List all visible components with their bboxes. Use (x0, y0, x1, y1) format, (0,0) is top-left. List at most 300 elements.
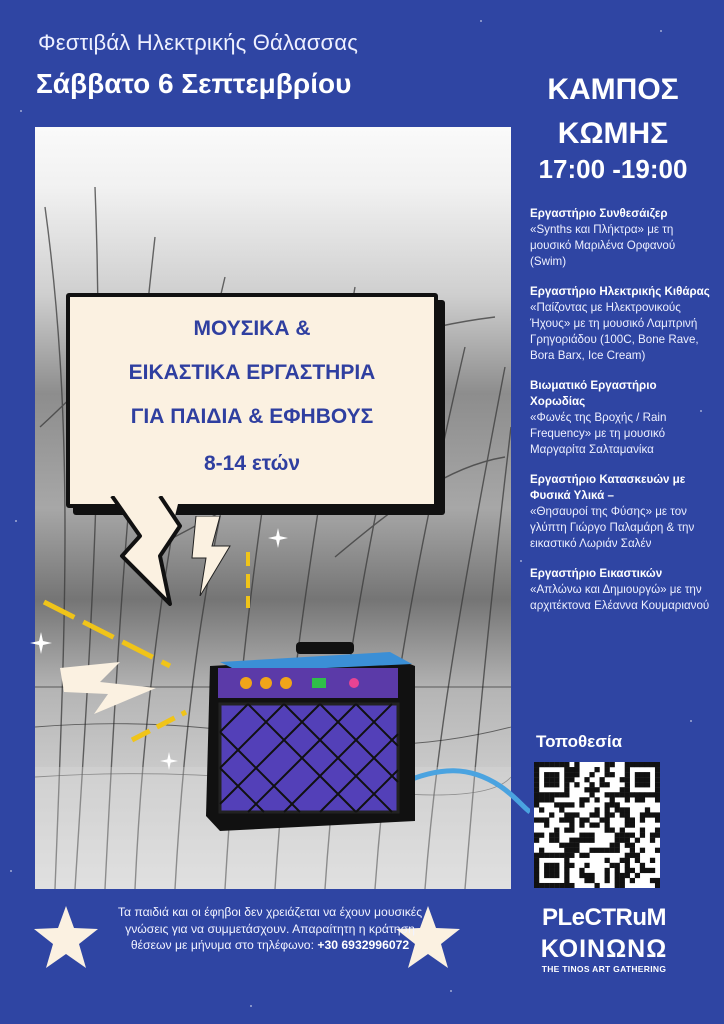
qr-module (620, 828, 625, 833)
qr-module (620, 777, 625, 782)
workshop-desc: «Φωνές της Βροχής / Rain Frequency» με τη μουσικό Μαργαρίτα Σαλταμανίκα (530, 411, 667, 456)
workshop-desc: «Θησαυροί της Φύσης» με τον γλύπτη Γιώργο Παλαμάρη & την εικαστικό Λωριάν Σαλέν (530, 505, 695, 550)
event-date: Σάββατο 6 Σεπτεμβρίου (36, 68, 352, 99)
yellow-dashes (130, 708, 190, 744)
qr-module (554, 802, 559, 807)
qr-code-graphic (534, 762, 660, 888)
qr-module (564, 828, 569, 833)
qr-module (605, 782, 610, 787)
qr-module (594, 822, 599, 827)
qr-module (650, 762, 655, 767)
workshop-desc: «Παίζοντας με Ηλεκτρονικούς Ήχους» με τη μουσικό Λαμπρινή Γρηγοριάδου (100C, Bone Rave, Bora Barx, Ice Cream) (530, 301, 699, 362)
qr-module (620, 792, 625, 797)
workshop-desc: «Απλώνω και Δημιουργώ» με την αρχιτέκτονα Ελέαννα Κουμαριανού (530, 583, 710, 612)
phone-number[interactable]: +30 6932996072 (317, 938, 410, 952)
qr-module (640, 833, 645, 838)
qr-module (534, 782, 539, 787)
qr-module (610, 772, 615, 777)
qr-module (574, 762, 579, 767)
booking-note (110, 904, 430, 954)
qr-module (559, 792, 564, 797)
qr-module (655, 833, 660, 838)
bubble-line-2: ΕΙΚΑΣΤΙΚΑ ΕΡΓΑΣΤΗΡΙΑ (128, 361, 376, 384)
sparkle-icon (30, 632, 52, 654)
qr-module (625, 772, 630, 777)
qr-module (534, 817, 539, 822)
sparkle-icon (160, 752, 178, 770)
qr-module (620, 807, 625, 812)
qr-module (640, 828, 645, 833)
qr-module (574, 838, 579, 843)
qr-module (534, 767, 539, 772)
qr-module (589, 878, 594, 883)
qr-module (650, 878, 655, 883)
qr-module (640, 772, 645, 777)
qr-module (534, 858, 539, 863)
qr-module (589, 848, 594, 853)
qr-module (625, 858, 630, 863)
qr-module (584, 853, 589, 858)
workshop-title: Εργαστήριο Ηλεκτρικής Κιθάρας (530, 285, 710, 298)
qr-module (584, 777, 589, 782)
qr-module (655, 883, 660, 888)
qr-module (655, 828, 660, 833)
qr-module (625, 792, 630, 797)
qr-module (564, 772, 569, 777)
qr-module (620, 812, 625, 817)
qr-module (534, 838, 539, 843)
qr-module (650, 792, 655, 797)
qr-module (539, 807, 544, 812)
qr-module (640, 782, 645, 787)
qr-module (564, 858, 569, 863)
bubble-line-3: ΓΙΑ ΠΑΙΔΙΑ & ΕΦΗΒΟΥΣ (130, 405, 374, 428)
qr-code-icon[interactable] (534, 762, 660, 888)
qr-module (635, 782, 640, 787)
qr-module (615, 848, 620, 853)
qr-module (615, 873, 620, 878)
qr-module (635, 792, 640, 797)
lightning-icon (190, 516, 234, 596)
qr-module (569, 772, 574, 777)
qr-module (549, 873, 554, 878)
qr-module (635, 762, 640, 767)
qr-module (640, 812, 645, 817)
qr-module (625, 817, 630, 822)
sparkle-icon (268, 528, 288, 548)
qr-module (534, 833, 539, 838)
qr-module (589, 772, 594, 777)
qr-module (594, 787, 599, 792)
qr-module (584, 817, 589, 822)
qr-module (650, 833, 655, 838)
qr-module (549, 812, 554, 817)
qr-module (544, 873, 549, 878)
qr-module (569, 802, 574, 807)
qr-module (544, 868, 549, 873)
qr-module (589, 833, 594, 838)
qr-module (620, 873, 625, 878)
qr-module (564, 792, 569, 797)
qr-module (615, 807, 620, 812)
qr-module (610, 843, 615, 848)
qr-module (564, 767, 569, 772)
qr-module (554, 762, 559, 767)
qr-module (645, 812, 650, 817)
qr-module (534, 802, 539, 807)
qr-module (549, 838, 554, 843)
koinono-logo: ΚΟΙΝΩΝΩ (540, 935, 668, 963)
qr-module (549, 883, 554, 888)
qr-module (594, 807, 599, 812)
qr-module (549, 777, 554, 782)
qr-module (625, 843, 630, 848)
qr-module (615, 802, 620, 807)
qr-module (544, 792, 549, 797)
qr-module (584, 878, 589, 883)
qr-module (630, 822, 635, 827)
qr-module (610, 812, 615, 817)
qr-module (564, 878, 569, 883)
qr-module (534, 868, 539, 873)
qr-module (605, 817, 610, 822)
qr-module (554, 828, 559, 833)
qr-module (630, 878, 635, 883)
qr-module (534, 792, 539, 797)
qr-module (605, 858, 610, 863)
qr-module (650, 858, 655, 863)
qr-module (569, 767, 574, 772)
qr-module (554, 777, 559, 782)
qr-module (655, 787, 660, 792)
speech-bubble (66, 293, 438, 508)
qr-module (650, 812, 655, 817)
plectrum-logo: PLeCTRuM (542, 904, 666, 931)
qr-module (645, 772, 650, 777)
qr-module (605, 848, 610, 853)
qr-module (544, 777, 549, 782)
qr-module (574, 848, 579, 853)
qr-module (625, 807, 630, 812)
qr-module (564, 848, 569, 853)
qr-module (640, 863, 645, 868)
qr-module (574, 812, 579, 817)
qr-module (564, 863, 569, 868)
qr-module (640, 797, 645, 802)
qr-module (610, 762, 615, 767)
qr-module (589, 782, 594, 787)
qr-module (610, 792, 615, 797)
qr-module (549, 853, 554, 858)
qr-module (564, 762, 569, 767)
qr-module (584, 797, 589, 802)
qr-module (635, 797, 640, 802)
qr-module (589, 787, 594, 792)
qr-module (655, 848, 660, 853)
qr-module (564, 853, 569, 858)
qr-module (579, 868, 584, 873)
qr-module (630, 792, 635, 797)
qr-module (605, 822, 610, 827)
workshop-item (530, 206, 712, 270)
qr-module (574, 772, 579, 777)
qr-module (584, 787, 589, 792)
qr-module (635, 858, 640, 863)
qr-module (554, 772, 559, 777)
qr-module (549, 797, 554, 802)
qr-module (594, 883, 599, 888)
qr-module (569, 843, 574, 848)
qr-module (554, 838, 559, 843)
qr-module (620, 883, 625, 888)
qr-module (594, 797, 599, 802)
qr-module (554, 883, 559, 888)
qr-module (559, 802, 564, 807)
qr-module (615, 792, 620, 797)
qr-module (630, 833, 635, 838)
qr-module (655, 817, 660, 822)
workshop-item (530, 284, 712, 364)
qr-module (620, 858, 625, 863)
qr-module (640, 868, 645, 873)
qr-module (645, 792, 650, 797)
tinos-art-gathering-logo: THE TINOS ART GATHERING (541, 964, 667, 974)
qr-module (549, 863, 554, 868)
qr-module (579, 873, 584, 878)
qr-module (605, 807, 610, 812)
qr-module (625, 822, 630, 827)
qr-module (569, 822, 574, 827)
qr-module (635, 777, 640, 782)
qr-module (539, 762, 544, 767)
qr-module (589, 812, 594, 817)
qr-module (655, 812, 660, 817)
qr-module (620, 878, 625, 883)
qr-module (579, 817, 584, 822)
venue-name (518, 68, 708, 156)
qr-module (544, 797, 549, 802)
qr-module (569, 812, 574, 817)
qr-module (655, 792, 660, 797)
qr-module (600, 777, 605, 782)
qr-module (610, 828, 615, 833)
qr-module (584, 833, 589, 838)
qr-module (630, 848, 635, 853)
qr-module (640, 777, 645, 782)
qr-module (625, 787, 630, 792)
qr-module (534, 873, 539, 878)
qr-module (635, 873, 640, 878)
qr-module (640, 792, 645, 797)
qr-module (610, 863, 615, 868)
qr-module (640, 817, 645, 822)
qr-module (625, 863, 630, 868)
qr-module (564, 812, 569, 817)
qr-module (625, 873, 630, 878)
festival-title: Φεστιβάλ Ηλεκτρικής Θάλασσας (38, 30, 359, 55)
qr-module (605, 873, 610, 878)
qr-module (594, 848, 599, 853)
qr-module (650, 868, 655, 873)
qr-module (564, 843, 569, 848)
qr-module (534, 772, 539, 777)
qr-module (559, 883, 564, 888)
qr-module (584, 863, 589, 868)
qr-module (645, 782, 650, 787)
qr-module (630, 853, 635, 858)
bubble-line-4: 8-14 ετών (203, 452, 301, 475)
qr-module (605, 828, 610, 833)
qr-module (584, 873, 589, 878)
qr-module (600, 782, 605, 787)
qr-module (549, 833, 554, 838)
workshop-item (530, 566, 712, 614)
qr-module (615, 833, 620, 838)
qr-module (600, 848, 605, 853)
qr-module (544, 863, 549, 868)
workshop-title: Εργαστήριο Εικαστικών (530, 567, 663, 580)
qr-module (615, 868, 620, 873)
qr-module (534, 787, 539, 792)
qr-module (544, 782, 549, 787)
qr-module (655, 782, 660, 787)
qr-module (605, 767, 610, 772)
qr-module (630, 762, 635, 767)
qr-module (605, 812, 610, 817)
qr-module (625, 782, 630, 787)
qr-module (600, 817, 605, 822)
qr-module (625, 767, 630, 772)
qr-module (569, 817, 574, 822)
qr-module (630, 843, 635, 848)
qr-module (539, 853, 544, 858)
qr-module (615, 843, 620, 848)
qr-module (645, 868, 650, 873)
booking-note-text: Τα παιδιά και οι έφηβοι δεν χρειάζεται να έχουν μουσικές γνώσεις για να συμμετάσχουν. Απαραίτητη η κράτηση θέσεων με μήνυμα στο τηλέφωνο: (117, 905, 423, 952)
qr-module (655, 767, 660, 772)
qr-module (589, 838, 594, 843)
qr-module (534, 883, 539, 888)
qr-module (569, 863, 574, 868)
qr-module (610, 802, 615, 807)
qr-module (625, 853, 630, 858)
qr-module (635, 838, 640, 843)
qr-module (625, 868, 630, 873)
qr-module (605, 868, 610, 873)
qr-module (544, 817, 549, 822)
qr-module (559, 762, 564, 767)
qr-module (620, 833, 625, 838)
qr-module (564, 873, 569, 878)
qr-module (594, 767, 599, 772)
yellow-dashes (240, 550, 256, 610)
qr-module (564, 802, 569, 807)
workshop-list (530, 206, 712, 628)
qr-module (554, 792, 559, 797)
event-time: 17:00 -19:00 (538, 154, 688, 184)
qr-module (539, 817, 544, 822)
qr-module (625, 797, 630, 802)
qr-module (610, 797, 615, 802)
qr-module (615, 883, 620, 888)
qr-module (589, 792, 594, 797)
qr-module (605, 802, 610, 807)
qr-module (645, 807, 650, 812)
qr-module (559, 843, 564, 848)
workshop-title: Εργαστήριο Κατασκευών με Φυσικά Υλικά – (530, 473, 686, 502)
qr-module (630, 868, 635, 873)
qr-module (569, 853, 574, 858)
amplifier-illustration (200, 636, 530, 836)
qr-module (539, 792, 544, 797)
qr-module (534, 863, 539, 868)
qr-module (589, 873, 594, 878)
qr-module (579, 853, 584, 858)
qr-module (655, 777, 660, 782)
workshop-item (530, 472, 712, 552)
qr-module (574, 843, 579, 848)
qr-module (579, 838, 584, 843)
qr-module (625, 777, 630, 782)
qr-module (549, 762, 554, 767)
qr-module (579, 802, 584, 807)
qr-module (655, 762, 660, 767)
qr-module (544, 762, 549, 767)
qr-module (564, 817, 569, 822)
qr-module (635, 772, 640, 777)
qr-module (554, 863, 559, 868)
qr-module (579, 797, 584, 802)
qr-module (539, 797, 544, 802)
qr-module (564, 782, 569, 787)
qr-module (640, 762, 645, 767)
qr-module (549, 782, 554, 787)
venue-line-2: ΚΩΜΗΣ (557, 117, 669, 150)
qr-module (589, 822, 594, 827)
yellow-dashes (40, 596, 180, 686)
qr-module (574, 767, 579, 772)
qr-module (534, 797, 539, 802)
qr-module (615, 838, 620, 843)
qr-module (615, 863, 620, 868)
qr-module (554, 782, 559, 787)
qr-module (559, 807, 564, 812)
qr-module (625, 838, 630, 843)
qr-module (640, 848, 645, 853)
qr-module (549, 772, 554, 777)
qr-module (605, 792, 610, 797)
qr-module (605, 772, 610, 777)
qr-module (569, 777, 574, 782)
qr-module (544, 853, 549, 858)
bubble-line-1: ΜΟΥΣΙΚΑ & (193, 317, 311, 340)
qr-module (534, 777, 539, 782)
qr-module (655, 772, 660, 777)
qr-module (544, 772, 549, 777)
qr-module (569, 883, 574, 888)
qr-module (544, 883, 549, 888)
qr-module (594, 812, 599, 817)
qr-module (605, 762, 610, 767)
qr-module (569, 838, 574, 843)
qr-module (569, 848, 574, 853)
qr-module (549, 792, 554, 797)
qr-module (544, 822, 549, 827)
qr-module (615, 878, 620, 883)
qr-module (579, 833, 584, 838)
qr-module (564, 868, 569, 873)
location-title: Τοποθεσία (536, 732, 623, 751)
